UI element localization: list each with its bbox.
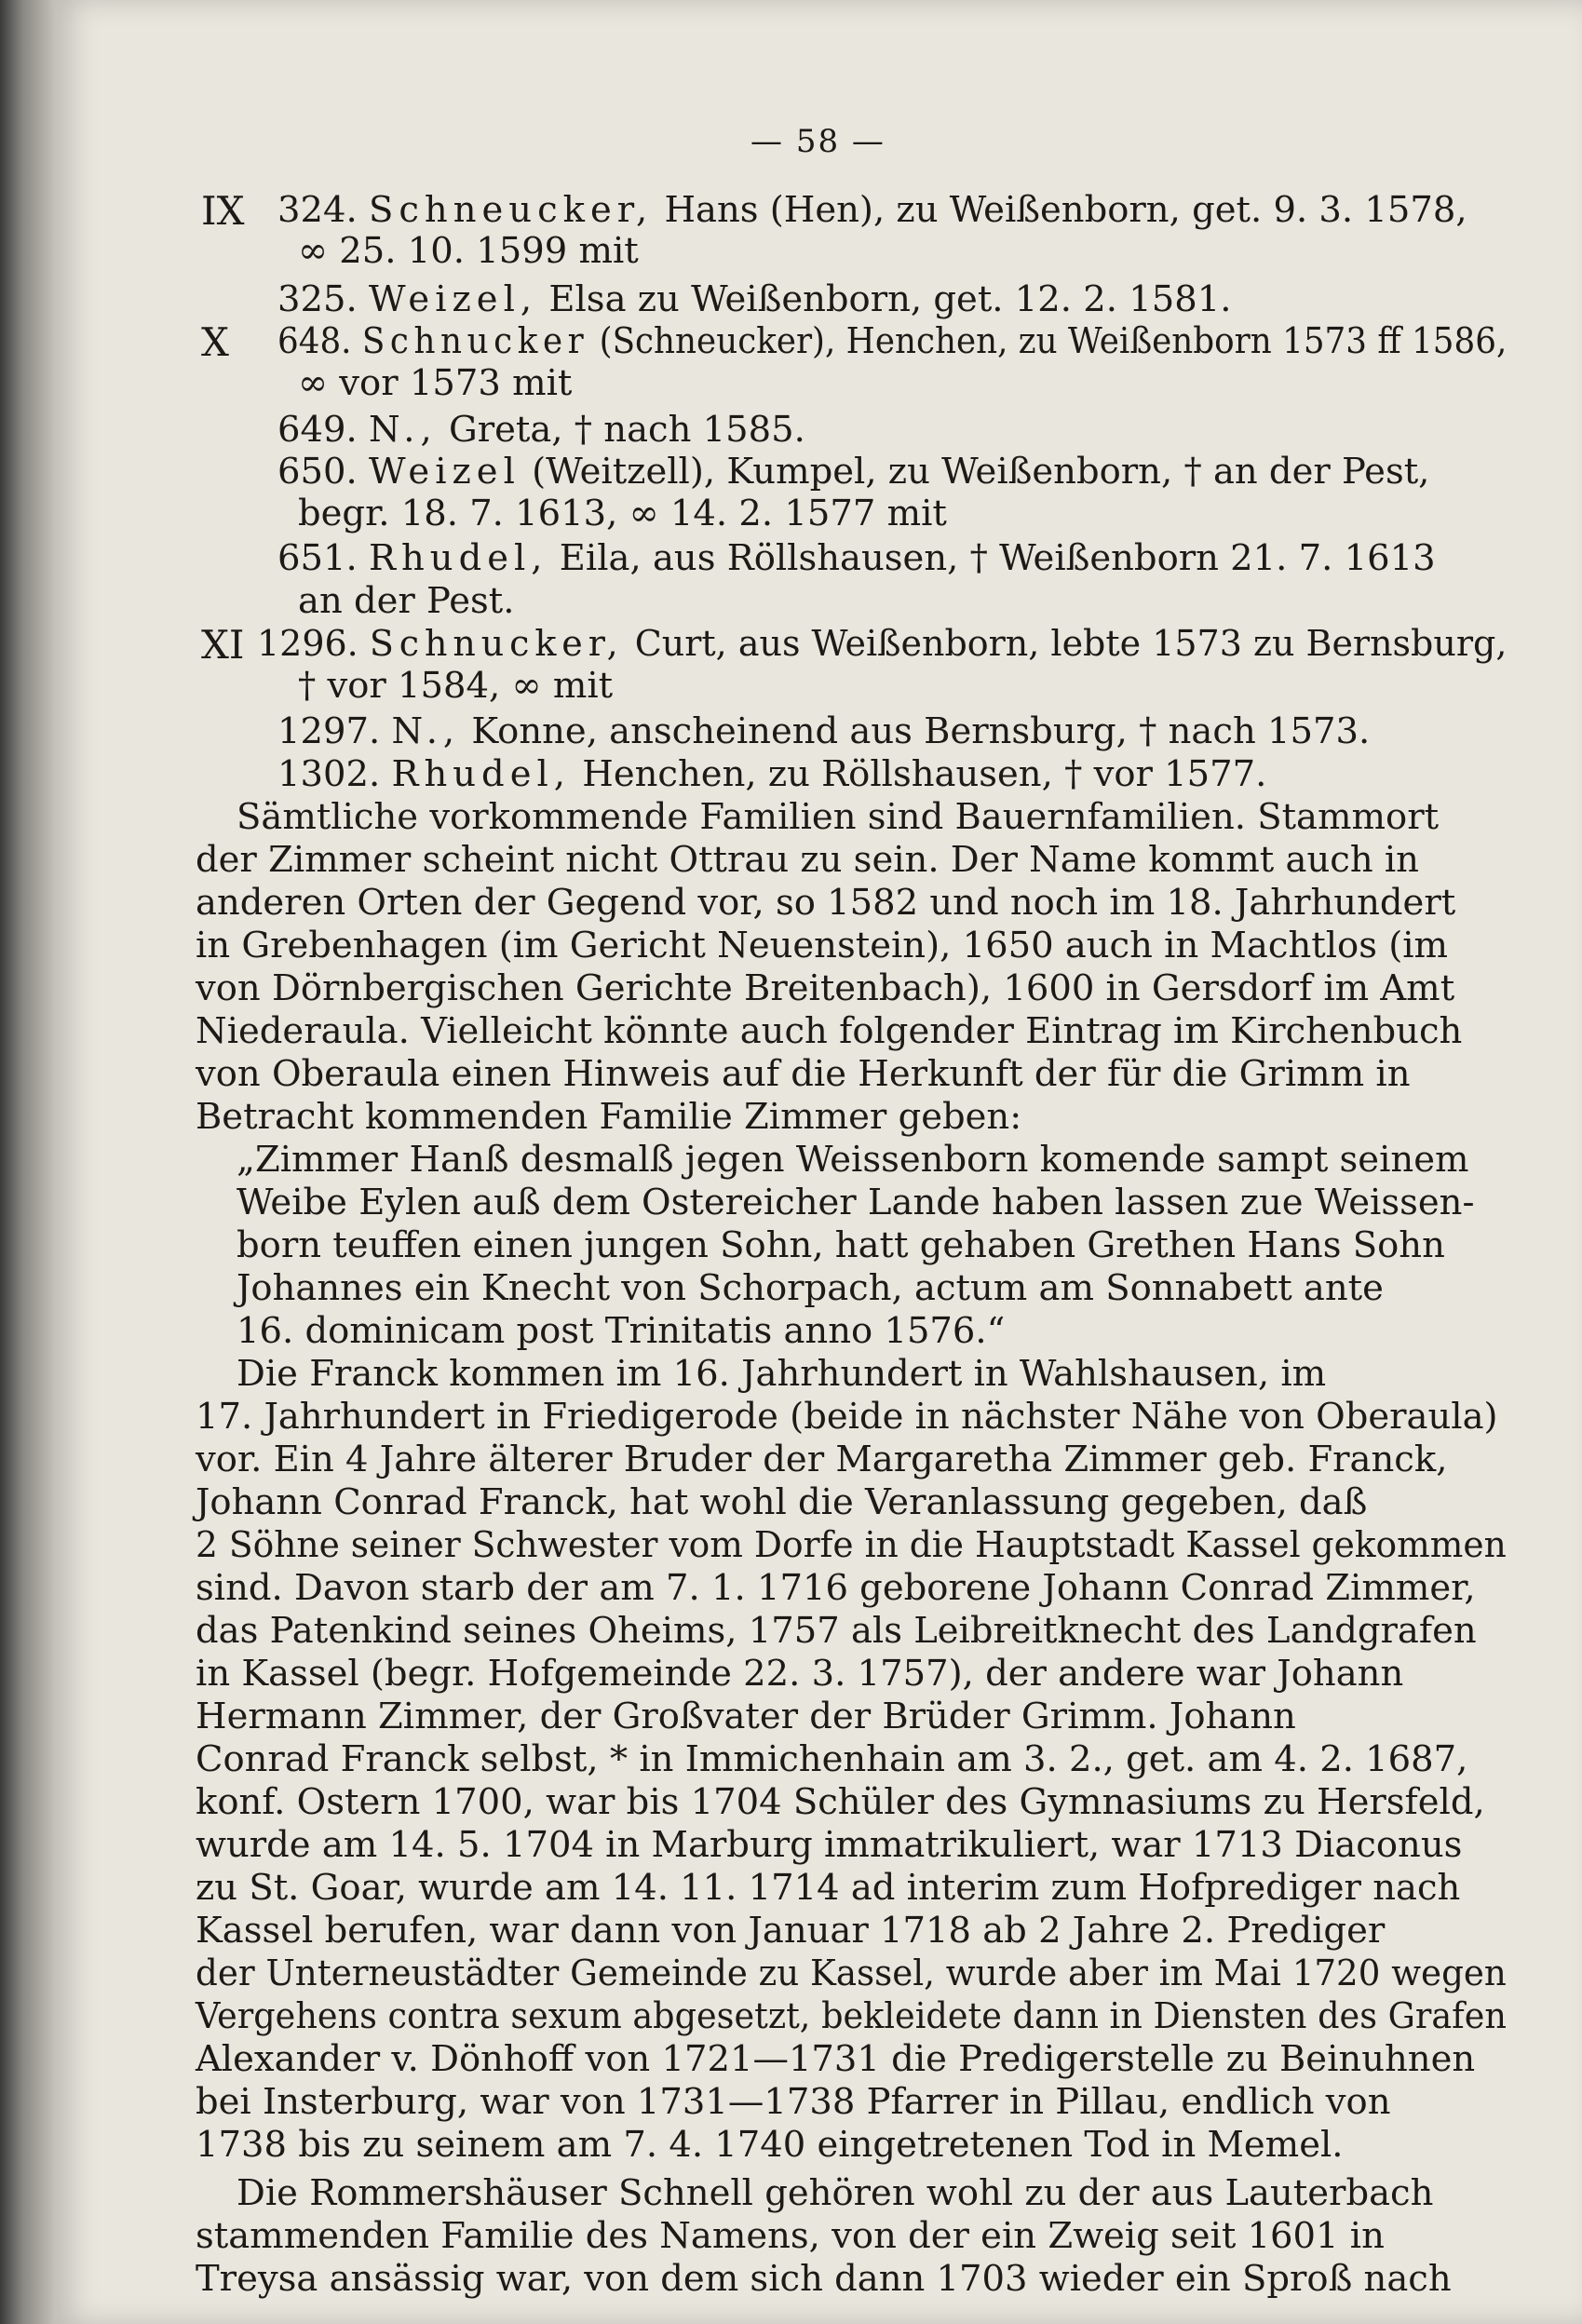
surname: Schnucker bbox=[361, 320, 589, 362]
surname: Rhudel, bbox=[391, 753, 572, 795]
paragraph-line: Niederaula. Vielleicht könnte auch folgender Eintrag im Kirchenbuch bbox=[196, 1010, 1463, 1052]
paragraph-line: 2 Söhne seiner Schwester vom Dorfe in die Hauptstadt Kassel gekommen bbox=[196, 1524, 1507, 1566]
paragraph-line: bei Insterburg, war von 1731—1738 Pfarrer in Pillau, endlich von bbox=[196, 2081, 1391, 2123]
genealogy-entry: 650. Weizel (Weitzell), Kumpel, zu Weißenborn, † an der Pest, bbox=[277, 451, 1430, 493]
genealogy-entry: 325. Weizel, Elsa zu Weißenborn, get. 12. 2. 1581. bbox=[277, 278, 1232, 320]
quote-line: born teuffen einen jungen Sohn, hatt gehaben Grethen Hans Sohn bbox=[237, 1224, 1445, 1266]
paragraph-line: in Grebenhagen (im Gericht Neuenstein), 1650 auch in Machtlos (im bbox=[196, 925, 1449, 966]
paragraph-line: stammenden Familie des Namens, von der ein Zweig seit 1601 in bbox=[196, 2215, 1385, 2257]
paragraph-line: konf. Ostern 1700, war bis 1704 Schüler des Gymnasiums zu Hersfeld, bbox=[196, 1781, 1485, 1823]
paragraph-line: in Kassel (begr. Hofgemeinde 22. 3. 1757), der andere war Johann bbox=[196, 1653, 1404, 1695]
genealogy-entry: 651. Rhudel, Eila, aus Röllshausen, † Weißenborn 21. 7. 1613 bbox=[277, 537, 1436, 579]
genealogy-continuation: ∞ vor 1573 mit bbox=[298, 362, 573, 404]
paragraph-line: von Dörnbergischen Gerichte Breitenbach), 1600 in Gersdorf im Amt bbox=[196, 967, 1455, 1009]
paragraph-line: Vergehens contra sexum abgesetzt, bekleidete dann in Diensten des Grafen bbox=[196, 1995, 1507, 2037]
genealogy-continuation: ∞ 25. 10. 1599 mit bbox=[298, 230, 639, 272]
paragraph-line: Treysa ansässig war, von dem sich dann 1703 wieder ein Sproß nach bbox=[196, 2258, 1452, 2300]
book-binding-edge bbox=[0, 0, 58, 2324]
generation-numeral: X bbox=[201, 319, 229, 365]
surname: N., bbox=[391, 710, 461, 752]
paragraph-line: Betracht kommenden Familie Zimmer geben: bbox=[196, 1096, 1022, 1138]
book-page bbox=[54, 0, 1582, 2324]
quote-line: Johannes ein Knecht von Schorpach, actum am Sonnabett ante bbox=[237, 1267, 1384, 1309]
paragraph-line: vor. Ein 4 Jahre älterer Bruder der Margaretha Zimmer geb. Franck, bbox=[196, 1439, 1448, 1480]
genealogy-entry: 1297. N., Konne, anscheinend aus Bernsburg, † nach 1573. bbox=[277, 710, 1371, 752]
quote-line: Weibe Eylen auß dem Ostereicher Lande haben lassen zue Weissen- bbox=[237, 1182, 1475, 1223]
paragraph-line: sind. Davon starb der am 7. 1. 1716 geborene Johann Conrad Zimmer, bbox=[196, 1567, 1476, 1609]
surname: Weizel, bbox=[368, 278, 538, 320]
paragraph-line: der Unterneustädter Gemeinde zu Kassel, wurde aber im Mai 1720 wegen bbox=[196, 1952, 1507, 1994]
genealogy-entry: 648. Schnucker (Schneucker), Henchen, zu Weißenborn 1573 ff 1586, bbox=[277, 320, 1508, 362]
paragraph-line: wurde am 14. 5. 1704 in Marburg immatrikuliert, war 1713 Diaconus bbox=[196, 1824, 1463, 1866]
genealogy-entry: 324. Schneucker, Hans (Hen), zu Weißenborn, get. 9. 3. 1578, bbox=[277, 189, 1467, 231]
genealogy-continuation: begr. 18. 7. 1613, ∞ 14. 2. 1577 mit bbox=[298, 493, 947, 534]
surname: Schnucker, bbox=[369, 623, 624, 665]
paragraph-line: Kassel berufen, war dann von Januar 1718 ab 2 Jahre 2. Prediger bbox=[196, 1910, 1386, 1952]
genealogy-entry: 1296. Schnucker, Curt, aus Weißenborn, lebte 1573 zu Bernsburg, bbox=[257, 623, 1508, 665]
paragraph-line: von Oberaula einen Hinweis auf die Herkunft der für die Grimm in bbox=[196, 1053, 1411, 1095]
genealogy-entry: 1302. Rhudel, Henchen, zu Röllshausen, † vor 1577. bbox=[277, 753, 1267, 795]
paragraph-line: Alexander v. Dönhoff von 1721—1731 die Predigerstelle zu Beinuhnen bbox=[196, 2038, 1476, 2080]
genealogy-continuation: † vor 1584, ∞ mit bbox=[298, 665, 614, 707]
genealogy-entry: 649. N., Greta, † nach 1585. bbox=[277, 409, 805, 451]
paragraph-line: Sämtliche vorkommende Familien sind Bauernfamilien. Stammort bbox=[237, 796, 1440, 838]
paragraph-line: 1738 bis zu seinem am 7. 4. 1740 eingetretenen Tod in Memel. bbox=[196, 2124, 1344, 2166]
paragraph-line: der Zimmer scheint nicht Ottrau zu sein. Der Name kommt auch in bbox=[196, 839, 1419, 881]
paragraph-line: zu St. Goar, wurde am 14. 11. 1714 ad interim zum Hofprediger nach bbox=[196, 1867, 1461, 1909]
generation-numeral: XI bbox=[201, 622, 245, 668]
surname: Rhudel, bbox=[368, 537, 548, 579]
quote-line: 16. dominicam post Trinitatis anno 1576.“ bbox=[237, 1310, 1006, 1352]
quote-line: „Zimmer Hanß desmalß jegen Weissenborn komende sampt seinem bbox=[237, 1139, 1469, 1181]
page-number: — 58 — bbox=[750, 123, 886, 160]
paragraph-line: Conrad Franck selbst, * in Immichenhain am 3. 2., get. am 4. 2. 1687, bbox=[196, 1738, 1468, 1780]
generation-numeral: IX bbox=[201, 188, 245, 234]
surname: Schneucker, bbox=[368, 189, 654, 231]
paragraph-line: das Patenkind seines Oheims, 1757 als Leibreitknecht des Landgrafen bbox=[196, 1610, 1477, 1652]
surname: N., bbox=[368, 409, 438, 451]
surname: Weizel bbox=[368, 451, 521, 493]
paragraph-line: Die Rommershäuser Schnell gehören wohl zu der aus Lauterbach bbox=[237, 2172, 1434, 2214]
paragraph-line: anderen Orten der Gegend vor, so 1582 und noch im 18. Jahrhundert bbox=[196, 882, 1456, 924]
paragraph-line: Johann Conrad Franck, hat wohl die Veranlassung gegeben, daß bbox=[196, 1481, 1368, 1523]
paragraph-line: Hermann Zimmer, der Großvater der Brüder Grimm. Johann bbox=[196, 1696, 1296, 1737]
paragraph-line: 17. Jahrhundert in Friedigerode (beide in nächster Nähe von Oberaula) bbox=[196, 1396, 1498, 1438]
genealogy-continuation: an der Pest. bbox=[298, 580, 515, 622]
paragraph-line: Die Franck kommen im 16. Jahrhundert in Wahlshausen, im bbox=[237, 1353, 1327, 1395]
